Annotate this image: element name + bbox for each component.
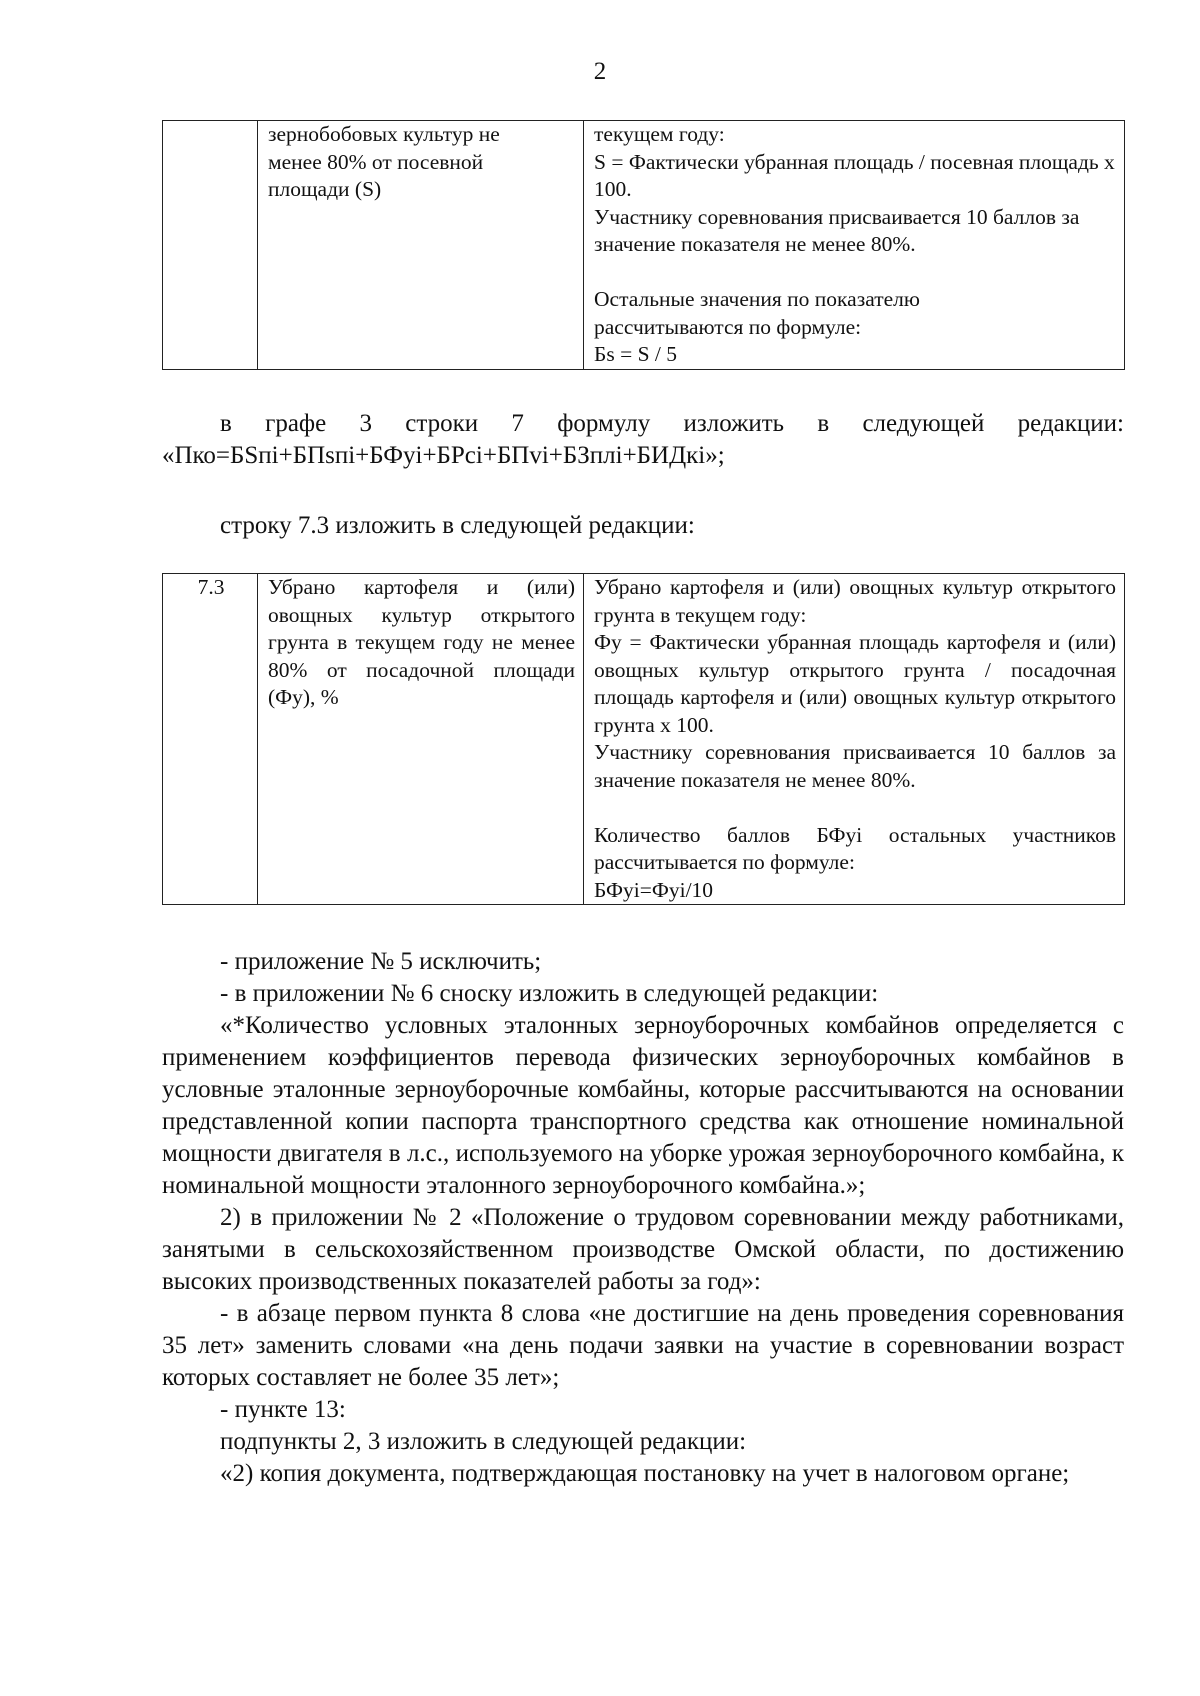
paragraph: «2) копия документа, подтверждающая постановку на учет в налоговом органе;: [220, 1460, 1070, 1487]
table-cell-indicator: Убрано картофеля и (или) овощных культур открытого грунта в текущем году не менее 80% от посадочной площади (Фу), %: [258, 574, 584, 905]
table-row: [163, 574, 1125, 905]
instruction-line: строку 7.3 изложить в следующей редакции:: [220, 512, 695, 539]
table-cell-number: [163, 121, 258, 370]
calc-line: Убрано картофеля и (или) овощных культур открытого грунта в текущем году:: [594, 575, 1116, 627]
table-cell-calculation: [584, 121, 1125, 370]
paragraph: - в приложении № 6 сноску изложить в следующей редакции:: [220, 980, 879, 1007]
calc-line: Остальные значения по показателю рассчитываются по формуле:: [594, 287, 920, 339]
table-continuation: [162, 120, 1125, 370]
calc-line: Участнику соревнования присваивается 10 баллов за значение показателя не менее 80%.: [594, 204, 1080, 256]
calc-line: Фу = Фактически убранная площадь картофеля и (или) овощных культур открытого грунта / посадочная площадь картофеля и (или) овощных культур открытого грунта х 100.: [594, 630, 1116, 737]
paragraph: - приложение № 5 исключить;: [220, 948, 542, 975]
paragraph: «*Количество условных эталонных зерноуборочных комбайнов определяется с применением коэффициентов перевода физических зерноуборочных комбайнов в условные эталонные зерноуборочные комбайны, которые рассчитываются на основании представленной копии паспорта транспортного средства как отношение номинальной мощности двигателя в л.с., используемого на уборке урожая зерноуборочного комбайна, к номинальной мощности эталонного зерноуборочного комбайна.»;: [162, 1012, 1124, 1199]
body-text: [162, 946, 1124, 1490]
table-cell-number: 7.3: [163, 574, 258, 905]
calc-line: Участнику соревнования присваивается 10 баллов за значение показателя не менее 80%.: [594, 740, 1116, 792]
calc-formula: БФуi=Фуi/10: [594, 877, 714, 902]
calc-line: текущем году:: [594, 122, 725, 146]
calc-line: S = Фактически убранная площадь / посевная площадь х 100.: [594, 149, 1115, 201]
page-number: 2: [593, 58, 607, 85]
row-instruction: [162, 510, 1124, 542]
table-row-7-3: [162, 573, 1125, 905]
formula-instruction: [162, 408, 1124, 472]
paragraph: подпункты 2, 3 изложить в следующей редакции:: [220, 1428, 747, 1455]
paragraph: - пункте 13:: [220, 1396, 346, 1423]
formula-text: «Пко=БSпi+БПsпi+БФуi+БРсi+БПvi+БЗплi+БИДкi»;: [162, 442, 725, 469]
table-cell-indicator: зернобобовых культур не менее 80% от посевной площади (S): [258, 121, 584, 370]
paragraph: 2) в приложении № 2 «Положение о трудовом соревновании между работниками, занятыми в сельскохозяйственном производстве Омской области, по достижению высоких производственных показателей работы за год»:: [162, 1204, 1124, 1295]
table-row: [163, 121, 1125, 370]
instruction-line: в графе 3 строки 7 формулу изложить в следующей редакции:: [220, 410, 1124, 437]
calc-formula: Бs = S / 5: [594, 342, 678, 366]
table-cell-calculation: [584, 574, 1125, 905]
paragraph: - в абзаце первом пункта 8 слова «не достигшие на день проведения соревнования 35 лет» заменить словами «на день подачи заявки на участие в соревновании возраст которых составляет не более 35 лет»;: [162, 1300, 1124, 1391]
calc-line: Количество баллов БФуi остальных участников рассчитывается по формуле:: [594, 822, 1116, 874]
